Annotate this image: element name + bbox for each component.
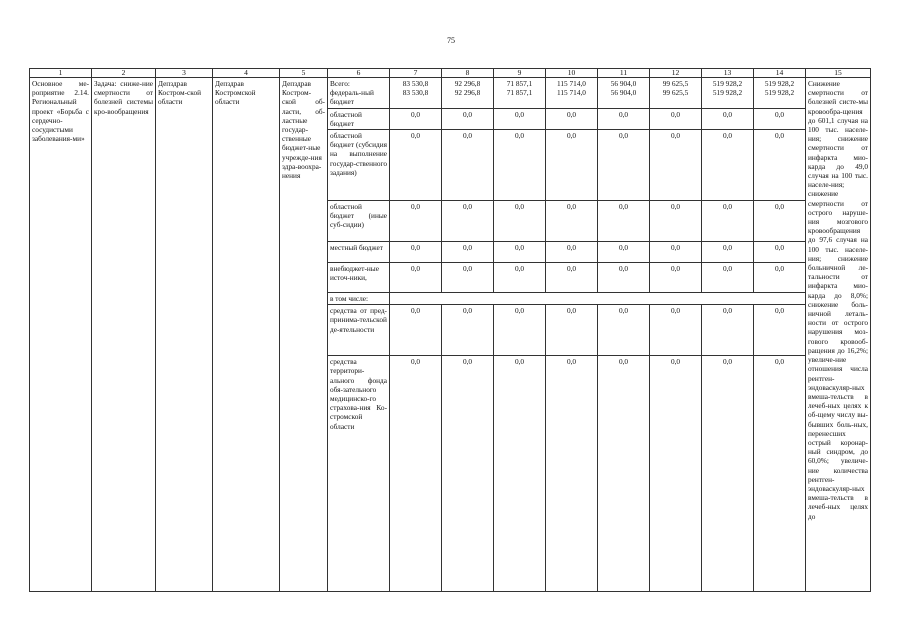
value-cell: 56 904,0 56 904,0 bbox=[598, 78, 650, 109]
expected-results-cell: Снижение смертности от болезней систе-мы кровообра-щения до 601,1 случая на 100 тыс. населе-ния; снижение смертности от инфаркта мио-карда до 49,0 случая на 100 тыс. населе-ния; снижение смертности от острого наруше-ния мозгового кровообращения до 97,6 случая на 100 тыс. населе-ния; снижение больничной ле-тальности от инфаркта мио-карда до 8,0%; снижение боль-ничной леталь-ности от острого нарушения моз-гового кровооб-ращения до 16,2%; увеличе-ние отношения числа рентген-эндоваскуляр-ных вмеша-тельств в лечеб-ных целях к об-щему числу вы-бывших боль-ных, перенесших острый коронар-ный синдром, до 60,0%; увеличе-ние количества рентген-эндоваскуляр-ных вмеша-тельств в лечеб-ных целях до bbox=[806, 78, 871, 592]
funding-source-label: внебюджет-ные источ-ники, bbox=[328, 263, 390, 293]
column-header-6: 6 bbox=[328, 69, 390, 78]
table-body bbox=[30, 69, 871, 592]
value-cell: 0,0 bbox=[390, 263, 442, 293]
value-cell: 0,0 bbox=[598, 356, 650, 592]
value-cell: 0,0 bbox=[494, 242, 546, 263]
value-cell: 0,0 bbox=[650, 356, 702, 592]
value-cell: 0,0 bbox=[702, 263, 754, 293]
column-header-9: 9 bbox=[494, 69, 546, 78]
value-cell: 0,0 bbox=[442, 130, 494, 201]
value-cell: 0,0 bbox=[494, 108, 546, 129]
value-cell: 0,0 bbox=[702, 130, 754, 201]
funding-source-label: средства от пред-принима-тельской де-ятельности bbox=[328, 305, 390, 356]
column-header-5: 5 bbox=[280, 69, 328, 78]
value-cell: 0,0 bbox=[442, 108, 494, 129]
value-cell: 0,0 bbox=[754, 108, 806, 129]
value-cell: 0,0 bbox=[598, 305, 650, 356]
funding-source-label: областной бюджет bbox=[328, 108, 390, 129]
header-row bbox=[30, 69, 871, 78]
value-cell: 0,0 bbox=[442, 305, 494, 356]
value-cell: 115 714,0 115 714,0 bbox=[546, 78, 598, 109]
value-cell: 0,0 bbox=[650, 305, 702, 356]
value-cell: 0,0 bbox=[754, 305, 806, 356]
value-cell: 0,0 bbox=[650, 130, 702, 201]
value-cell: 0,0 bbox=[442, 356, 494, 592]
value-cell: 519 928,2 519 928,2 bbox=[754, 78, 806, 109]
value-cell: 0,0 bbox=[754, 242, 806, 263]
value-cell: 0,0 bbox=[702, 201, 754, 242]
value-cell: 0,0 bbox=[390, 305, 442, 356]
responsible-executor-cell: Депздрав Костром-ской области bbox=[156, 78, 213, 592]
value-cell: 0,0 bbox=[442, 201, 494, 242]
column-header-8: 8 bbox=[442, 69, 494, 78]
funding-source-label: местный бюджет bbox=[328, 242, 390, 263]
value-cell: 0,0 bbox=[754, 356, 806, 592]
value-cell: 0,0 bbox=[598, 263, 650, 293]
value-cell: 0,0 bbox=[650, 263, 702, 293]
value-cell: 0,0 bbox=[442, 242, 494, 263]
funding-source-label: в том числе: bbox=[328, 293, 390, 305]
funding-source-label: областной бюджет (иные суб-сидии) bbox=[328, 201, 390, 242]
value-cell: 0,0 bbox=[754, 130, 806, 201]
column-header-2: 2 bbox=[92, 69, 156, 78]
activity-name-cell: Основное ме-роприятие 2.14. Региональный проект «Борьба с сердечно-сосудистыми заболевания-ми» bbox=[30, 78, 92, 592]
value-cell: 0,0 bbox=[494, 263, 546, 293]
value-cell: 0,0 bbox=[546, 201, 598, 242]
financing-table bbox=[29, 68, 871, 592]
value-cell: 99 625,5 99 625,5 bbox=[650, 78, 702, 109]
value-cell: 0,0 bbox=[702, 356, 754, 592]
coexecutor-cell: Депздрав Костромской области bbox=[213, 78, 280, 592]
column-header-1: 1 bbox=[30, 69, 92, 78]
page-number: 75 bbox=[447, 36, 455, 45]
value-cell: 0,0 bbox=[546, 356, 598, 592]
value-cell: 0,0 bbox=[494, 201, 546, 242]
value-cell: 0,0 bbox=[390, 201, 442, 242]
funding-source-label: Всего: федераль-ный бюджет bbox=[328, 78, 390, 109]
value-cell: 71 857,1 71 857,1 bbox=[494, 78, 546, 109]
value-cell: 0,0 bbox=[546, 263, 598, 293]
value-cell: 92 296,8 92 296,8 bbox=[442, 78, 494, 109]
value-cell: 0,0 bbox=[702, 242, 754, 263]
participants-cell: Депздрав Костром-ской об-ласти, об-ластные государ-ственные бюджет-ные учрежде-ния здра-воохра-нения bbox=[280, 78, 328, 592]
value-cell: 0,0 bbox=[494, 130, 546, 201]
value-cell: 0,0 bbox=[494, 305, 546, 356]
value-cell: 0,0 bbox=[442, 263, 494, 293]
value-cell: 0,0 bbox=[650, 108, 702, 129]
table-row bbox=[30, 78, 871, 109]
value-cell: 0,0 bbox=[546, 305, 598, 356]
column-header-11: 11 bbox=[598, 69, 650, 78]
value-cell: 0,0 bbox=[390, 242, 442, 263]
value-cell: 0,0 bbox=[546, 130, 598, 201]
spanning-empty-cell bbox=[390, 293, 806, 305]
value-cell: 0,0 bbox=[598, 201, 650, 242]
value-cell: 83 530,8 83 530,8 bbox=[390, 78, 442, 109]
column-header-14: 14 bbox=[754, 69, 806, 78]
task-cell: Задача: сниже-ние смертности от болезней системы кро-вообращения bbox=[92, 78, 156, 592]
column-header-3: 3 bbox=[156, 69, 213, 78]
value-cell: 0,0 bbox=[598, 130, 650, 201]
value-cell: 0,0 bbox=[702, 108, 754, 129]
value-cell: 0,0 bbox=[754, 263, 806, 293]
value-cell: 0,0 bbox=[650, 242, 702, 263]
column-header-10: 10 bbox=[546, 69, 598, 78]
value-cell: 0,0 bbox=[546, 108, 598, 129]
funding-source-label: средства территори-ального фонда обя-зательного медицинско-го страхова-ния Ко-стромской области bbox=[328, 356, 390, 592]
column-header-7: 7 bbox=[390, 69, 442, 78]
value-cell: 0,0 bbox=[390, 356, 442, 592]
value-cell: 0,0 bbox=[390, 108, 442, 129]
value-cell: 0,0 bbox=[702, 305, 754, 356]
column-header-4: 4 bbox=[213, 69, 280, 78]
column-header-15: 15 bbox=[806, 69, 871, 78]
value-cell: 0,0 bbox=[754, 201, 806, 242]
value-cell: 0,0 bbox=[546, 242, 598, 263]
value-cell: 0,0 bbox=[390, 130, 442, 201]
value-cell: 0,0 bbox=[598, 242, 650, 263]
value-cell: 519 928,2 519 928,2 bbox=[702, 78, 754, 109]
column-header-12: 12 bbox=[650, 69, 702, 78]
value-cell: 0,0 bbox=[494, 356, 546, 592]
funding-source-label: областной бюджет (субсидия на выполнение государ-ственного задания) bbox=[328, 130, 390, 201]
column-header-13: 13 bbox=[702, 69, 754, 78]
value-cell: 0,0 bbox=[598, 108, 650, 129]
value-cell: 0,0 bbox=[650, 201, 702, 242]
